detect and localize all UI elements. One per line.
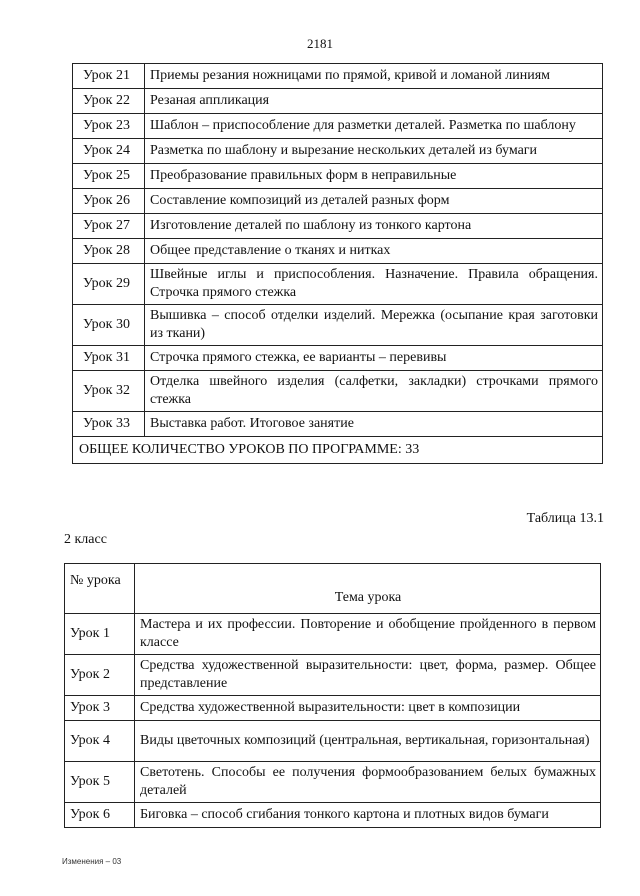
lesson-number: Урок 29 (73, 264, 145, 305)
table-row (73, 114, 603, 139)
table-row (73, 164, 603, 189)
lesson-topic: Выставка работ. Итоговое занятие (145, 412, 603, 437)
lesson-topic: Швейные иглы и приспособления. Назначение. Правила обращения. Строчка прямого стежка (145, 264, 603, 305)
total-lessons-text: ОБЩЕЕ КОЛИЧЕСТВО УРОКОВ ПО ПРОГРАММЕ: 33 (73, 437, 603, 464)
table-row (73, 89, 603, 114)
table-row (73, 346, 603, 371)
lesson-topic: Разметка по шаблону и вырезание нескольких деталей из бумаги (145, 139, 603, 164)
table-row (73, 371, 603, 412)
lesson-number: Урок 33 (73, 412, 145, 437)
lesson-topic: Составление композиций из деталей разных форм (145, 189, 603, 214)
lesson-number: Урок 22 (73, 89, 145, 114)
lesson-topic: Биговка – способ сгибания тонкого картона и плотных видов бумаги (135, 803, 601, 828)
lesson-number: Урок 24 (73, 139, 145, 164)
table-row (65, 762, 601, 803)
lesson-topic: Преобразование правильных форм в неправильные (145, 164, 603, 189)
lesson-topic: Вышивка – способ отделки изделий. Мережка (осыпание края заготовки из ткани) (145, 305, 603, 346)
lesson-number: Урок 21 (73, 64, 145, 89)
table-row (65, 803, 601, 828)
lesson-topic: Общее представление о тканях и нитках (145, 239, 603, 264)
lesson-topic: Шаблон – приспособление для разметки деталей. Разметка по шаблону (145, 114, 603, 139)
lesson-number: Урок 4 (65, 721, 135, 762)
lesson-number: Урок 28 (73, 239, 145, 264)
lesson-number: Урок 23 (73, 114, 145, 139)
lesson-topic: Приемы резания ножницами по прямой, кривой и ломаной линиям (145, 64, 603, 89)
lesson-number: Урок 30 (73, 305, 145, 346)
lesson-topic: Изготовление деталей по шаблону из тонкого картона (145, 214, 603, 239)
table-row (65, 721, 601, 762)
lesson-number: Урок 6 (65, 803, 135, 828)
lesson-number: Урок 1 (65, 614, 135, 655)
lesson-number: Урок 3 (65, 696, 135, 721)
table-row (73, 139, 603, 164)
table-row (65, 696, 601, 721)
lesson-topic: Средства художественной выразительности: цвет, форма, размер. Общее представление (135, 655, 601, 696)
lesson-number: Урок 32 (73, 371, 145, 412)
lesson-topic: Мастера и их профессии. Повторение и обобщение пройденного в первом классе (135, 614, 601, 655)
lesson-number: Урок 26 (73, 189, 145, 214)
lesson-topic: Виды цветочных композиций (центральная, вертикальная, горизонтальная) (135, 721, 601, 762)
footer-revision-note: Изменения – 03 (62, 857, 122, 866)
page-number: 2181 (307, 36, 333, 51)
table-row (73, 239, 603, 264)
table-header-row (65, 564, 601, 614)
table-row (73, 189, 603, 214)
lesson-number: Урок 2 (65, 655, 135, 696)
lesson-number: Урок 25 (73, 164, 145, 189)
lesson-topic: Светотень. Способы ее получения формообразованием белых бумажных деталей (135, 762, 601, 803)
lesson-topic: Средства художественной выразительности: цвет в композиции (135, 696, 601, 721)
table-row (73, 305, 603, 346)
table-row (73, 412, 603, 437)
lesson-number: Урок 5 (65, 762, 135, 803)
lessons-table-grade-1 (72, 63, 603, 464)
lesson-topic: Отделка швейного изделия (салфетки, закладки) строчками прямого стежка (145, 371, 603, 412)
lesson-number: Урок 31 (73, 346, 145, 371)
table-row (65, 614, 601, 655)
lesson-number: Урок 27 (73, 214, 145, 239)
table-total-row (73, 437, 603, 464)
lesson-topic: Строчка прямого стежка, ее варианты – перевивы (145, 346, 603, 371)
table-caption: Таблица 13.1 (526, 511, 604, 526)
grade-label: 2 класс (64, 532, 107, 547)
table-row (73, 264, 603, 305)
lessons-table-grade-2 (64, 563, 601, 828)
table-row (73, 64, 603, 89)
lesson-number-header: № урока (65, 564, 135, 614)
lesson-topic-header: Тема урока (135, 564, 601, 614)
lesson-topic: Резаная аппликация (145, 89, 603, 114)
table-row (73, 214, 603, 239)
table-row (65, 655, 601, 696)
